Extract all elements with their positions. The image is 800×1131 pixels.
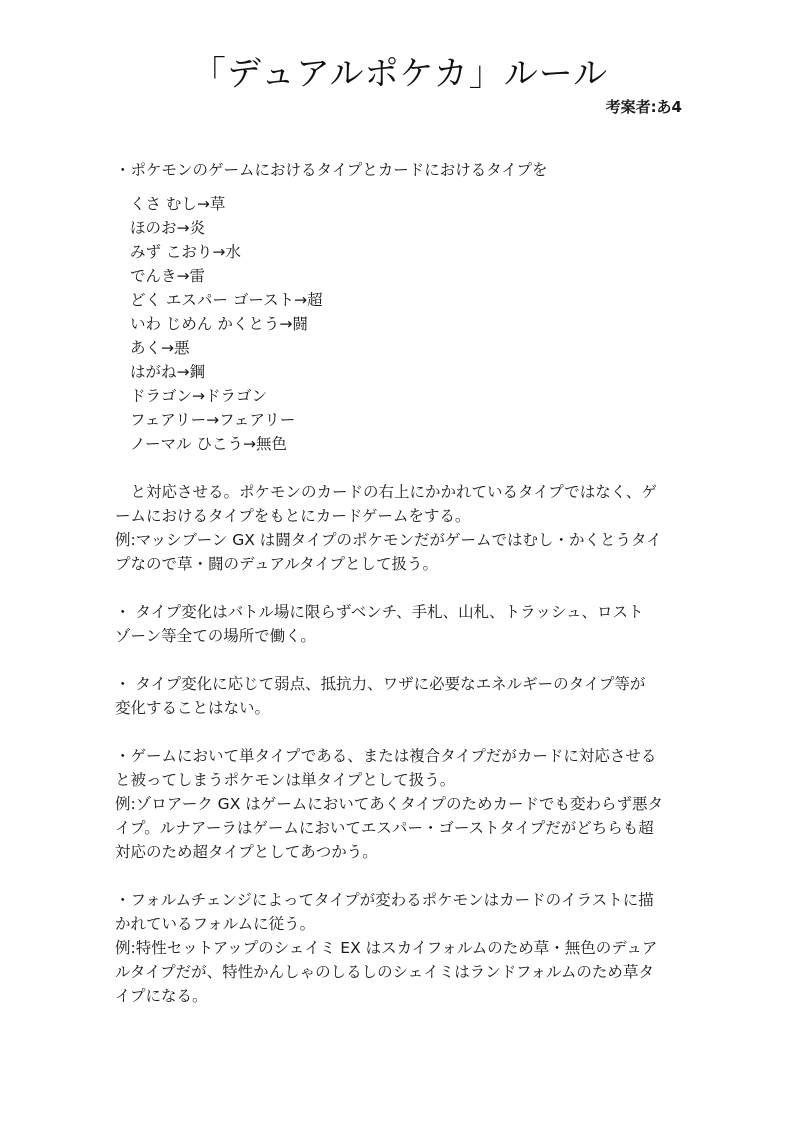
type-mapping-item: あく→悪 bbox=[130, 339, 190, 357]
spacer bbox=[115, 456, 695, 480]
rule-line: ・フォルムチェンジによってタイプが変わるポケモンはカードのイラストに描 bbox=[115, 891, 654, 909]
example-line: ルタイプだが、特性かんしゃのしるしのシェイミはランドフォルムのため草タ bbox=[115, 963, 654, 981]
type-mapping-item: いわ じめん かくとう→闘 bbox=[130, 315, 308, 333]
type-mapping-item: みず こおり→水 bbox=[130, 243, 241, 261]
type-mapping-item: フェアリー→フェアリー bbox=[130, 411, 296, 429]
rule-section-no-weakness-change bbox=[115, 672, 695, 720]
rule-line: ・ゲームにおいて単タイプである、または複合タイプだがカードに対応させる bbox=[115, 747, 657, 765]
rule-section-forme-change bbox=[115, 888, 695, 1008]
spacer bbox=[115, 648, 695, 672]
rule-section-single-type bbox=[115, 744, 695, 864]
spacer bbox=[115, 720, 695, 744]
example-line: 例:マッシブーン GX は闘タイプのポケモンだがゲームではむし・かくとうタイ bbox=[115, 531, 662, 549]
type-mapping-item: ドラゴン→ドラゴン bbox=[130, 387, 267, 405]
spacer bbox=[115, 182, 695, 192]
rule-line: かれているフォルムに従う。 bbox=[115, 915, 316, 933]
rule-line: と被ってしまうポケモンは単タイプとして扱う。 bbox=[115, 771, 456, 789]
example-line: イプになる。 bbox=[115, 987, 208, 1005]
rule-line: ームにおけるタイプをもとにカードゲームをする。 bbox=[115, 507, 471, 525]
example-line: 例:特性セットアップのシェイミ EX はスカイフォルムのため草・無色のデュア bbox=[115, 939, 658, 957]
type-mapping-item: ほのお→炎 bbox=[130, 219, 205, 237]
rule-line: ゾーン等全ての場所で働く。 bbox=[115, 627, 316, 645]
spacer bbox=[115, 864, 695, 888]
type-mapping-item: くさ むし→草 bbox=[130, 195, 226, 213]
intro-line: ・ポケモンのゲームにおけるタイプとカードにおけるタイプを bbox=[115, 161, 548, 179]
example-line: 対応のため超タイプとしてあつかう。 bbox=[115, 843, 378, 861]
type-mapping-item: ノーマル ひこう→無色 bbox=[130, 435, 287, 453]
type-mapping-item: はがね→鋼 bbox=[130, 363, 205, 381]
example-line: イプ。ルナアーラはゲームにおいてエスパー・ゴーストタイプだがどちらも超 bbox=[115, 819, 654, 837]
rule-line: と対応させる。ポケモンのカードの右上にかかれているタイプではなく、ゲ bbox=[115, 483, 657, 501]
spacer bbox=[115, 576, 695, 600]
type-mapping-item: でんき→雷 bbox=[130, 267, 205, 285]
rule-section-correspondence bbox=[115, 480, 695, 576]
rules-body bbox=[115, 158, 695, 1008]
rule-section-all-zones bbox=[115, 600, 695, 648]
example-line: 例:ゾロアーク GX はゲームにおいてあくタイプのためカードでも変わらず悪タ bbox=[115, 795, 663, 813]
rule-line: 変化することはない。 bbox=[115, 699, 271, 717]
rule-line: ・ タイプ変化に応じて弱点、抵抗力、ワザに必要なエネルギーのタイプ等が bbox=[115, 675, 646, 693]
page-title: 「デュアルポケカ」ルール bbox=[191, 54, 609, 94]
example-line: プなので草・闘のデュアルタイプとして扱う。 bbox=[115, 555, 439, 573]
author-credit: 考案者:あ4 bbox=[605, 98, 682, 116]
type-mapping-item: どく エスパー ゴースト→超 bbox=[130, 291, 323, 309]
rule-line: ・ タイプ変化はバトル場に限らずベンチ、手札、山札、トラッシュ、ロスト bbox=[115, 603, 644, 621]
type-mapping-list bbox=[115, 192, 695, 456]
